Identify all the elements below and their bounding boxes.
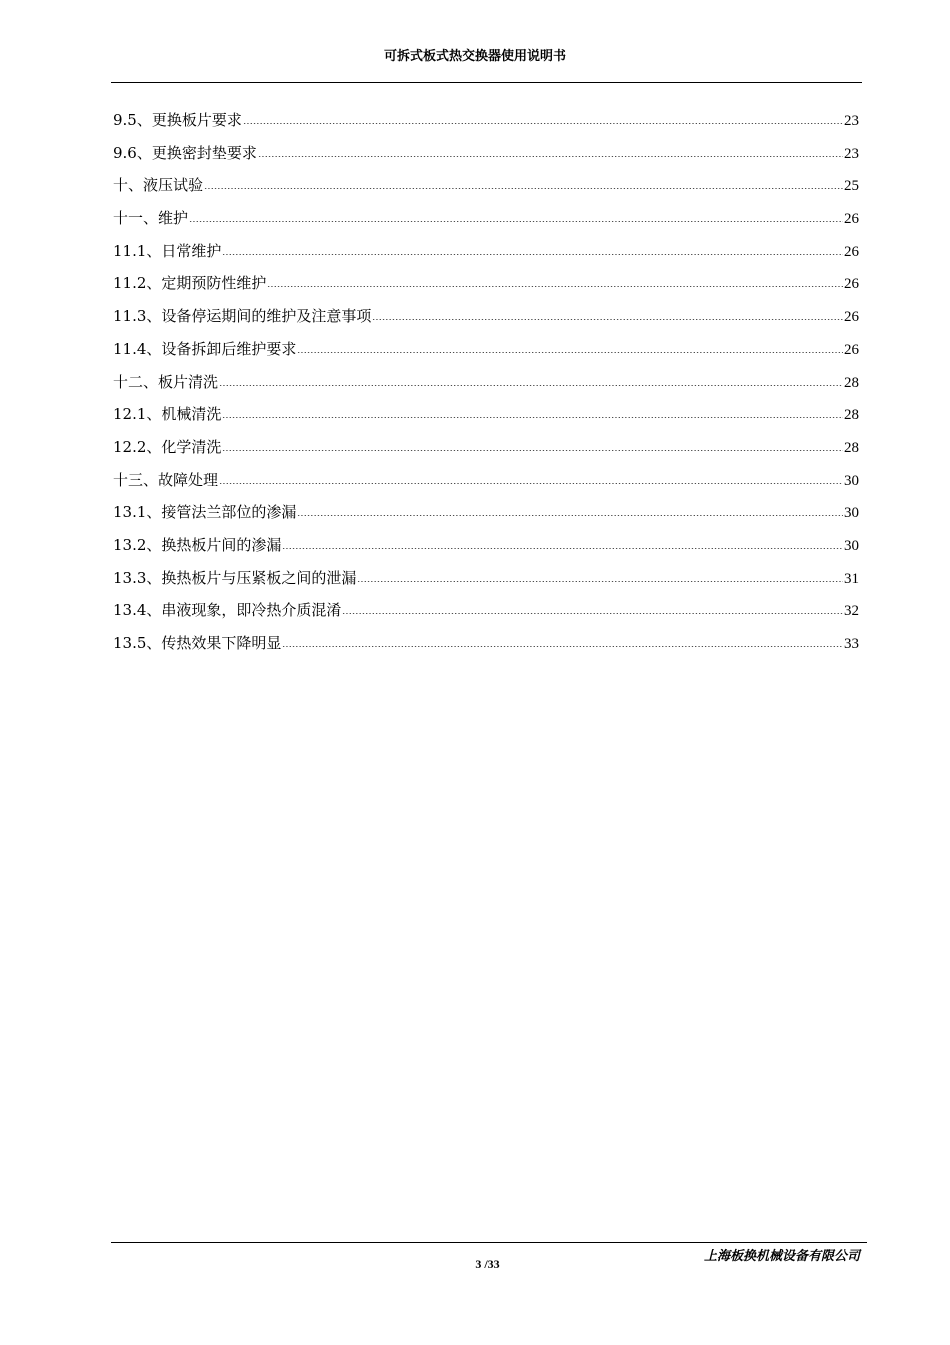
table-of-contents [113, 104, 859, 660]
toc-entry-page: 28 [844, 439, 859, 456]
toc-entry[interactable] [113, 333, 859, 366]
toc-entry-page: 31 [844, 570, 859, 587]
toc-entry-page: 30 [844, 537, 859, 554]
toc-entry-label: 12.2、化学清洗 [113, 437, 222, 456]
toc-entry[interactable] [113, 594, 859, 627]
toc-entry-label: 11.4、设备拆卸后维护要求 [113, 339, 297, 358]
toc-dot-leader [222, 450, 843, 451]
toc-dot-leader [222, 417, 843, 418]
toc-entry-label: 11.2、定期预防性维护 [113, 274, 267, 293]
toc-entry[interactable] [113, 235, 859, 268]
toc-entry[interactable] [113, 169, 859, 202]
toc-entry-page: 26 [844, 276, 859, 293]
toc-dot-leader [282, 646, 843, 647]
toc-entry-label: 11.1、日常维护 [113, 241, 222, 260]
toc-entry[interactable] [113, 496, 859, 529]
toc-entry-label: 11.3、设备停运期间的维护及注意事项 [113, 307, 372, 326]
toc-entry[interactable] [113, 202, 859, 235]
toc-dot-leader [342, 613, 843, 614]
footer-company-name: 上海板换机械设备有限公司 [703, 1249, 860, 1264]
toc-entry-page: 26 [844, 211, 859, 228]
toc-entry[interactable] [113, 562, 859, 595]
toc-entry-page: 25 [844, 178, 859, 195]
toc-entry-page: 28 [844, 407, 859, 424]
footer-page-number: 3 /33 [475, 1257, 500, 1271]
toc-entry[interactable] [113, 529, 859, 562]
toc-dot-leader [372, 319, 843, 320]
toc-dot-leader [219, 483, 843, 484]
toc-entry-label: 十二、板片清洗 [113, 372, 219, 391]
toc-entry[interactable] [113, 366, 859, 399]
toc-dot-leader [297, 352, 843, 353]
toc-entry-label: 9.5、更换板片要求 [113, 111, 242, 129]
toc-entry-label: 13.3、换热板片与压紧板之间的泄漏 [113, 568, 357, 587]
toc-entry-page: 32 [844, 603, 859, 620]
toc-dot-leader [297, 515, 843, 516]
toc-entry-page: 26 [844, 243, 859, 260]
toc-entry-page: 28 [844, 374, 859, 391]
toc-dot-leader [258, 156, 843, 157]
toc-entry-label: 13.2、换热板片间的渗漏 [113, 535, 282, 554]
toc-entry-page: 26 [844, 341, 859, 358]
page-header-title: 可拆式板式热交换器使用说明书 [383, 49, 566, 64]
toc-entry-page: 33 [844, 636, 859, 652]
toc-entry-label: 13.4、串液现象，即冷热介质混淆 [113, 601, 342, 620]
toc-dot-leader [243, 123, 843, 124]
toc-entry-label: 十三、故障处理 [113, 470, 219, 489]
toc-dot-leader [267, 286, 843, 287]
toc-entry[interactable] [113, 267, 859, 300]
toc-dot-leader [282, 548, 843, 549]
toc-dot-leader [219, 385, 843, 386]
toc-entry[interactable] [113, 627, 859, 660]
toc-entry-page: 26 [844, 309, 859, 326]
toc-dot-leader [189, 221, 843, 222]
header-divider [111, 82, 862, 83]
toc-entry[interactable] [113, 398, 859, 431]
toc-entry[interactable] [113, 431, 859, 464]
toc-dot-leader [222, 254, 843, 255]
toc-entry[interactable] [113, 464, 859, 497]
toc-dot-leader [357, 581, 843, 582]
toc-dot-leader [204, 188, 843, 189]
footer-divider [111, 1242, 867, 1243]
toc-entry-page: 30 [844, 505, 859, 522]
toc-entry-label: 十、液压试验 [113, 176, 204, 195]
toc-entry-page: 23 [844, 113, 859, 129]
toc-entry-label: 9.6、更换密封垫要求 [113, 143, 257, 162]
toc-entry-label: 十一、维护 [113, 209, 189, 228]
toc-entry-label: 13.1、接管法兰部位的渗漏 [113, 503, 297, 522]
toc-entry[interactable] [113, 104, 859, 137]
toc-entry-label: 13.5、传热效果下降明显 [113, 634, 282, 652]
toc-entry[interactable] [113, 137, 859, 170]
toc-entry-page: 30 [844, 472, 859, 489]
toc-entry[interactable] [113, 300, 859, 333]
toc-entry-page: 23 [844, 145, 859, 162]
toc-entry-label: 12.1、机械清洗 [113, 405, 222, 424]
